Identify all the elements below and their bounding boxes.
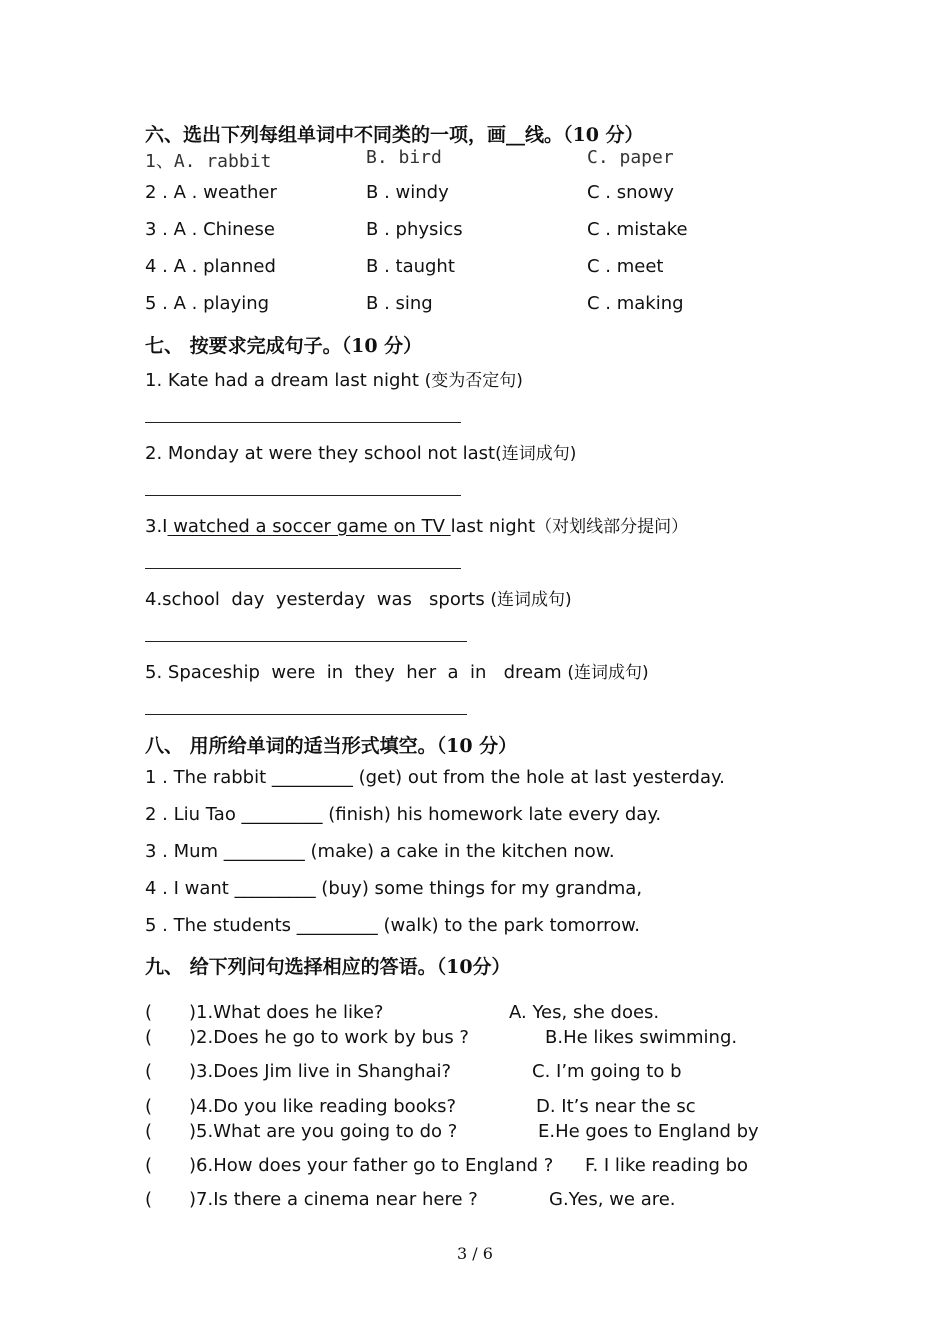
option-c: C . making bbox=[587, 293, 684, 314]
sentence-item bbox=[145, 585, 572, 610]
sentence-item bbox=[145, 366, 523, 391]
answer-option: F. I like reading bo bbox=[585, 1155, 749, 1176]
option-c: C. paper bbox=[587, 147, 674, 168]
fill-in-item: 4 . I want _________ (buy) some things for my grandma, bbox=[145, 878, 643, 899]
option-b: B . sing bbox=[366, 293, 433, 314]
page-number: 3 / 6 bbox=[457, 1244, 493, 1263]
sentence-text: 2. Monday at were they school not last bbox=[145, 443, 496, 464]
instruction-hint: (连词成句) bbox=[567, 663, 649, 683]
question-text: )6.How does your father go to England ? bbox=[189, 1155, 554, 1176]
answer-option: A. Yes, she does. bbox=[509, 1002, 660, 1023]
answer-paren[interactable]: ( bbox=[145, 1002, 153, 1023]
answer-paren[interactable]: ( bbox=[145, 1027, 153, 1048]
instruction-hint: （对划线部分提问） bbox=[535, 517, 689, 537]
option-b: B . physics bbox=[366, 219, 463, 240]
answer-line[interactable] bbox=[145, 568, 461, 569]
underlined-phrase: watched a soccer game on TV bbox=[167, 516, 451, 537]
fill-in-item: 2 . Liu Tao _________ (finish) his homework late every day. bbox=[145, 804, 662, 825]
option-b: B . taught bbox=[366, 256, 455, 277]
answer-line[interactable] bbox=[145, 422, 461, 423]
sentence-text: 1. Kate had a dream last night bbox=[145, 370, 425, 391]
answer-paren[interactable]: ( bbox=[145, 1189, 153, 1210]
option-c: C . mistake bbox=[587, 219, 688, 240]
instruction-hint: (连词成句) bbox=[490, 590, 572, 610]
option-c: C . meet bbox=[587, 256, 664, 277]
sentence-item bbox=[145, 439, 576, 464]
section7-heading: 七、 按要求完成句子。（10 分） bbox=[145, 335, 423, 357]
option-a: 1、A. rabbit bbox=[145, 151, 272, 172]
fill-in-item: 3 . Mum _________ (make) a cake in the kitchen now. bbox=[145, 841, 615, 862]
fill-in-item: 5 . The students _________ (walk) to the park tomorrow. bbox=[145, 915, 640, 936]
option-a: 4 . A . planned bbox=[145, 256, 276, 277]
option-b: B . windy bbox=[366, 182, 449, 203]
question-text: )4.Do you like reading books? bbox=[189, 1096, 457, 1117]
answer-option: B.He likes swimming. bbox=[545, 1027, 738, 1048]
section6-heading: 六、选出下列每组单词中不同类的一项，画__线。（10 分） bbox=[145, 124, 644, 146]
option-b: B. bird bbox=[366, 147, 442, 168]
instruction-hint: (变为否定句) bbox=[424, 371, 523, 391]
answer-option: G.Yes, we are. bbox=[549, 1189, 676, 1210]
question-text: )3.Does Jim live in Shanghai? bbox=[189, 1061, 452, 1082]
answer-paren[interactable]: ( bbox=[145, 1061, 153, 1082]
instruction-hint: (连词成句) bbox=[495, 444, 577, 464]
option-a: 3 . A . Chinese bbox=[145, 219, 276, 240]
section9-heading: 九、 给下列问句选择相应的答语。（10分） bbox=[145, 956, 511, 978]
question-text: )1.What does he like? bbox=[189, 1002, 384, 1023]
answer-option: D. It’s near the sc bbox=[536, 1096, 696, 1117]
answer-paren[interactable]: ( bbox=[145, 1155, 153, 1176]
answer-paren[interactable]: ( bbox=[145, 1096, 153, 1117]
option-c: C . snowy bbox=[587, 182, 674, 203]
answer-paren[interactable]: ( bbox=[145, 1121, 153, 1142]
sentence-prefix: 3.I bbox=[145, 516, 168, 537]
sentence-text: 5. Spaceship were in they her a in dream bbox=[145, 662, 568, 683]
answer-option: E.He goes to England by bbox=[538, 1121, 759, 1142]
answer-line[interactable] bbox=[145, 714, 467, 715]
section8-heading: 八、 用所给单词的适当形式填空。（10 分） bbox=[145, 735, 518, 757]
answer-line[interactable] bbox=[145, 641, 467, 642]
sentence-item bbox=[145, 658, 649, 683]
question-text: )5.What are you going to do ? bbox=[189, 1121, 458, 1142]
question-text: )7.Is there a cinema near here ? bbox=[189, 1189, 478, 1210]
answer-option: C. I’m going to b bbox=[532, 1061, 682, 1082]
option-a: 5 . A . playing bbox=[145, 293, 270, 314]
answer-line[interactable] bbox=[145, 495, 461, 496]
option-a: 2 . A . weather bbox=[145, 182, 277, 203]
sentence-item bbox=[145, 512, 688, 537]
fill-in-item: 1 . The rabbit _________ (get) out from the hole at last yesterday. bbox=[145, 767, 725, 788]
sentence-text: 4.school day yesterday was sports bbox=[145, 589, 491, 610]
sentence-text: last night bbox=[450, 516, 536, 537]
question-text: )2.Does he go to work by bus ? bbox=[189, 1027, 469, 1048]
